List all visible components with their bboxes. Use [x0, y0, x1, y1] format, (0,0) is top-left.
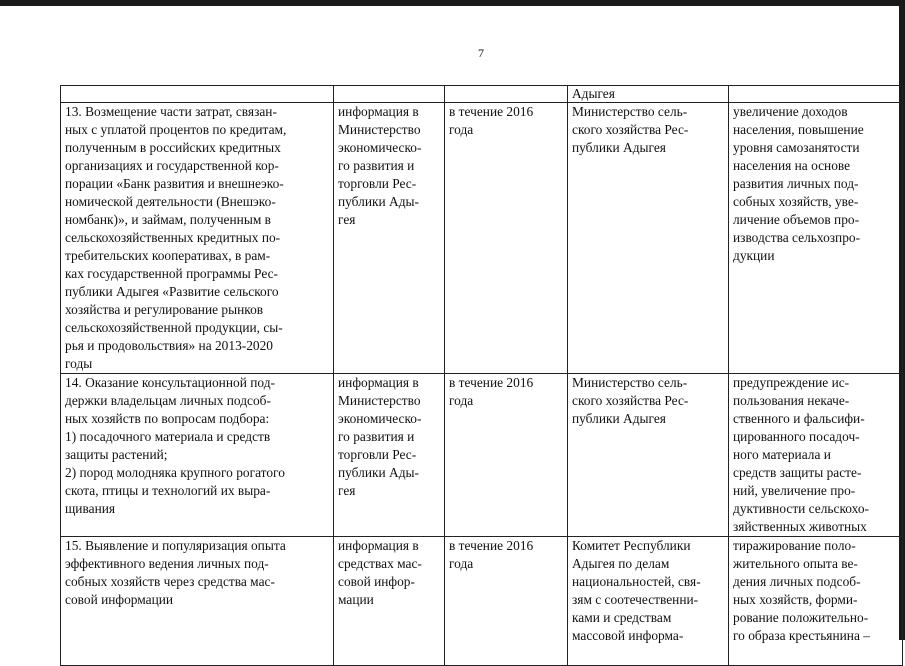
executor-cell: Комитет Республики Адыгея по делам национальностей, свя- зям с соотечественни- ками и средствам массовой информа- [568, 537, 729, 666]
reporting-cell: информация в Министерство экономическо- го развития и торговли Рес- публики Ады- гея [334, 374, 445, 537]
reporting-cell: информация в средствах мас- совой инфор- мации [334, 537, 445, 666]
table-row [61, 374, 903, 537]
measure-cell: 14. Оказание консультационной под- держки владельцам личных подсоб- ных хозяйств по вопросам подбора: 1) посадочного материала и средств защиты растений; 2) пород молодняка крупного рогатого скота, птицы и технологий их выра- щивания [61, 374, 334, 537]
term-cell: в течение 2016 года [445, 537, 568, 666]
page-number: 7 [478, 46, 484, 60]
executor-cell: Адыгея [568, 86, 729, 103]
term-cell: в течение 2016 года [445, 103, 568, 374]
term-cell: в течение 2016 года [445, 374, 568, 537]
measure-cell: 15. Выявление и популяризация опыта эффективного ведения личных под- собных хозяйств через средства мас- совой информации [61, 537, 334, 666]
measures-table [60, 85, 903, 666]
executor-cell: Министерство сель- ского хозяйства Рес- публики Адыгея [568, 103, 729, 374]
result-cell: тиражирование поло- жительного опыта ве- дения личных подсоб- ных хозяйств, форми- рование положительно- го образа крестьянина – [729, 537, 903, 666]
table-row [61, 537, 903, 666]
scan-top-border [0, 0, 905, 6]
table-row-continuation [61, 86, 903, 103]
term-cell [445, 86, 568, 103]
result-cell: предупреждение ис- пользования некаче- ственного и фальсифи- цированного посадоч- ного материала и средств защиты расте- ний, увеличение про- дуктивности сельскохо- зяйственных животных [729, 374, 903, 537]
measure-cell: 13. Возмещение части затрат, связан- ных с уплатой процентов по кредитам, полученным в российских кредитных организациях и государственной кор- порации «Банк развития и внешнеэко- номической деятельности (Внешэко- номбанк)», и займам, полученным в сельскохозяйственных кредитных по- требительских кооперативах, в рам- ках государственной программы Рес- публики Адыгея «Развитие сельского хозяйства и регулирование рынков сельскохозяйственной продукции, сы- рья и продовольствия» на 2013-2020 годы [61, 103, 334, 374]
executor-cell: Министерство сель- ского хозяйства Рес- публики Адыгея [568, 374, 729, 537]
reporting-cell [334, 86, 445, 103]
result-cell [729, 86, 903, 103]
result-cell: увеличение доходов населения, повышение уровня самозанятости населения на основе развития личных под- собных хозяйств, уве- личение объемов про- изводства сельхозпро- дукции [729, 103, 903, 374]
measure-cell [61, 86, 334, 103]
reporting-cell: информация в Министерство экономическо- го развития и торговли Рес- публики Ады- гея [334, 103, 445, 374]
table-row [61, 103, 903, 374]
